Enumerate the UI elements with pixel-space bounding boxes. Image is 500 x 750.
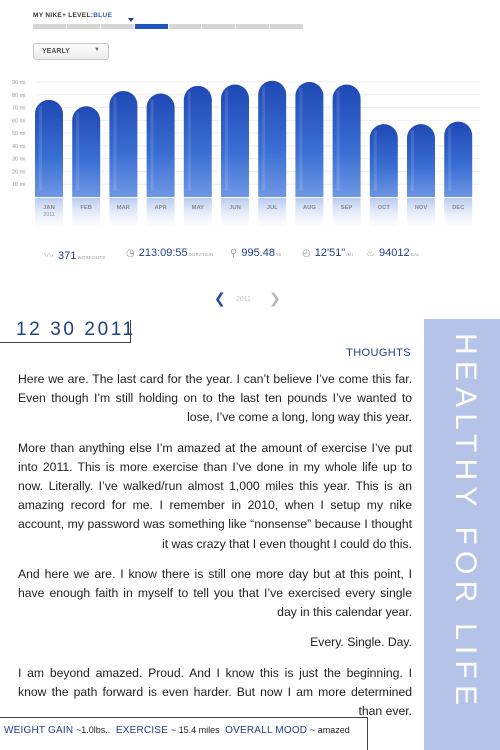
section-heading: THOUGHTS bbox=[346, 347, 411, 359]
level-name: BLUE bbox=[93, 12, 113, 19]
level-segment bbox=[67, 24, 100, 29]
year-label: 2011 bbox=[236, 296, 252, 303]
chart-bar-reflection bbox=[295, 198, 323, 226]
chart-bar-reflection bbox=[407, 198, 435, 226]
chart-bar-highlight bbox=[448, 128, 451, 191]
y-tick-label: 80 mi bbox=[12, 92, 26, 99]
y-tick-label: 70 mi bbox=[12, 105, 26, 112]
level-segment bbox=[202, 24, 235, 29]
chart-bar-reflection bbox=[221, 198, 249, 226]
exercise-label: EXERCISE bbox=[115, 725, 169, 736]
paragraph: More than anything else I’m amazed at the amount of exercise I’ve put into 2011. This is more exercise than I’ve done in my whole life up to now. Literally. I’ve walked/run almost 1,000 miles this year. This is an amazing record for me. I remember in 2010, when I setup my nike account, my password was something like “nonsense” because I thought it was crazy that I even thought I could do this. bbox=[18, 440, 412, 551]
sidebar-banner bbox=[424, 319, 500, 750]
stat-pace-unit: /MI bbox=[346, 252, 354, 257]
pin-icon: ⚲ bbox=[230, 248, 238, 259]
x-tick-label: AUG bbox=[302, 205, 316, 211]
journal-date: 12 30 2011 bbox=[16, 319, 136, 340]
y-tick-label: 60 mi bbox=[12, 118, 26, 125]
stat-calories-value: 94012 bbox=[378, 247, 410, 259]
stat-duration-unit: DURATION bbox=[188, 252, 214, 257]
chart-bar-highlight bbox=[262, 87, 265, 191]
chart-bar-reflection bbox=[258, 198, 286, 226]
chart-bar-highlight bbox=[411, 130, 414, 191]
x-tick-label: JAN bbox=[43, 205, 55, 211]
chart-bar-highlight bbox=[225, 91, 228, 191]
flame-icon: ♨ bbox=[366, 248, 375, 259]
date-divider-vertical bbox=[130, 320, 131, 343]
x-tick-label: MAR bbox=[116, 205, 131, 211]
overall-mood-value: ~ amazed bbox=[310, 725, 350, 735]
chart-bar-highlight bbox=[113, 97, 116, 191]
footer-divider bbox=[0, 717, 367, 718]
stat-duration-value: 213:09:55 bbox=[138, 247, 188, 259]
nike-summary bbox=[0, 0, 500, 310]
stat-workouts-unit: WORKOUTS bbox=[77, 255, 106, 260]
x-tick-label: FEB bbox=[80, 205, 93, 211]
next-year-chevron-icon[interactable]: ❯ bbox=[269, 290, 281, 306]
chart-bar-highlight bbox=[151, 100, 154, 192]
y-tick-label: 20 mi bbox=[12, 169, 26, 176]
chart-bar-highlight bbox=[76, 112, 79, 191]
clock-icon: ◷ bbox=[126, 248, 135, 259]
chart-bars bbox=[35, 81, 472, 226]
level-segment bbox=[236, 24, 269, 29]
stat-distance bbox=[230, 247, 281, 259]
x-tick-label: DEC bbox=[452, 205, 465, 211]
y-tick-label: 40 mi bbox=[12, 143, 26, 150]
chart-bar-reflection bbox=[444, 198, 472, 226]
sidebar-title-text: HEALTHY FOR LIFE bbox=[449, 333, 482, 712]
level-segment bbox=[169, 24, 202, 29]
x-tick-label: JUL bbox=[266, 205, 278, 211]
paragraph: And here we are. I know there is still one more day but at this point, I have enough faith in myself to tell you that I’ve exercised every single day in this calendar year. bbox=[18, 566, 412, 620]
level-marker-icon bbox=[128, 18, 134, 22]
x-tick-label: OCT bbox=[377, 205, 390, 211]
stat-workouts-value: 371 bbox=[58, 250, 77, 262]
weight-gain-value: ~1.0lbs.. bbox=[76, 725, 111, 735]
exercise-value: ~ 15.4 miles bbox=[170, 725, 220, 735]
monthly-distance-chart bbox=[0, 66, 500, 226]
footer-summary bbox=[4, 725, 366, 736]
x-tick-label: APR bbox=[154, 205, 167, 211]
period-select[interactable] bbox=[33, 43, 109, 60]
stat-workouts bbox=[44, 247, 105, 262]
journal-entry bbox=[18, 370, 412, 732]
period-select-value: YEARLY bbox=[42, 48, 70, 55]
x-tick-label: SEP bbox=[340, 205, 353, 211]
level-label bbox=[33, 12, 112, 19]
chart-bar-highlight bbox=[337, 91, 340, 191]
chart-bar-reflection bbox=[333, 198, 361, 226]
stat-duration bbox=[126, 247, 213, 259]
level-segment bbox=[33, 24, 66, 29]
chart-bar-reflection bbox=[72, 198, 100, 226]
overall-mood-label: OVERALL MOOD bbox=[225, 725, 308, 736]
chevron-down-icon: ▼ bbox=[94, 47, 100, 53]
stat-calories-unit: CAL bbox=[410, 252, 420, 257]
trend-icon: 〰 bbox=[44, 251, 54, 262]
paragraph: Every. Single. Day. bbox=[310, 635, 412, 650]
chart-bar-reflection bbox=[370, 198, 398, 226]
sidebar-title bbox=[424, 319, 500, 750]
y-tick-label: 50 mi bbox=[12, 131, 26, 138]
chart-bar-highlight bbox=[299, 88, 302, 191]
y-tick-label: 90 mi bbox=[12, 80, 26, 86]
x-tick-label: NOV bbox=[414, 205, 428, 211]
chart-bar-reflection bbox=[147, 198, 175, 226]
stat-calories bbox=[366, 247, 420, 259]
date-divider bbox=[0, 342, 130, 343]
stats-row bbox=[44, 247, 464, 263]
weight-gain-label: WEIGHT GAIN bbox=[4, 725, 74, 736]
level-segment bbox=[101, 24, 134, 29]
x-tick-sublabel: 2011 bbox=[43, 212, 55, 218]
chart-bar-reflection bbox=[109, 198, 137, 226]
level-segment bbox=[270, 24, 303, 29]
stopwatch-icon: ◴ bbox=[302, 248, 311, 259]
level-label-text: MY NIKE+ LEVEL: bbox=[33, 12, 94, 19]
x-tick-label: MAY bbox=[191, 205, 204, 211]
chart-bar-highlight bbox=[374, 130, 377, 191]
stat-distance-value: 995.48 bbox=[241, 247, 275, 259]
y-tick-label: 30 mi bbox=[12, 156, 26, 163]
chart-bar-reflection bbox=[184, 198, 212, 226]
chart-bar-highlight bbox=[188, 92, 191, 191]
stat-pace-value: 12'51" bbox=[314, 247, 346, 259]
level-progress-bar bbox=[33, 24, 303, 29]
chart-bar-highlight bbox=[39, 106, 42, 191]
paragraph: I am beyond amazed. Proud. And I know this is just the beginning. I know the path forward is even harder. But now I am more determined than ever. bbox=[18, 665, 412, 719]
y-tick-label: 10 mi bbox=[12, 182, 26, 189]
prev-year-chevron-icon[interactable]: ❮ bbox=[214, 290, 226, 306]
paragraph: Here we are. The last card for the year. I can’t believe I’ve come this far. Even though I’m still holding on to the last ten pounds I’ve wanted to lose, I’ve come a long, long way this year. bbox=[18, 372, 412, 425]
footer-divider-vertical bbox=[367, 717, 368, 750]
year-navigation bbox=[214, 290, 284, 306]
x-tick-label: JUN bbox=[229, 205, 241, 211]
level-segment-active bbox=[135, 24, 168, 29]
stat-distance-unit: MI bbox=[275, 252, 282, 257]
stat-pace bbox=[302, 247, 353, 259]
